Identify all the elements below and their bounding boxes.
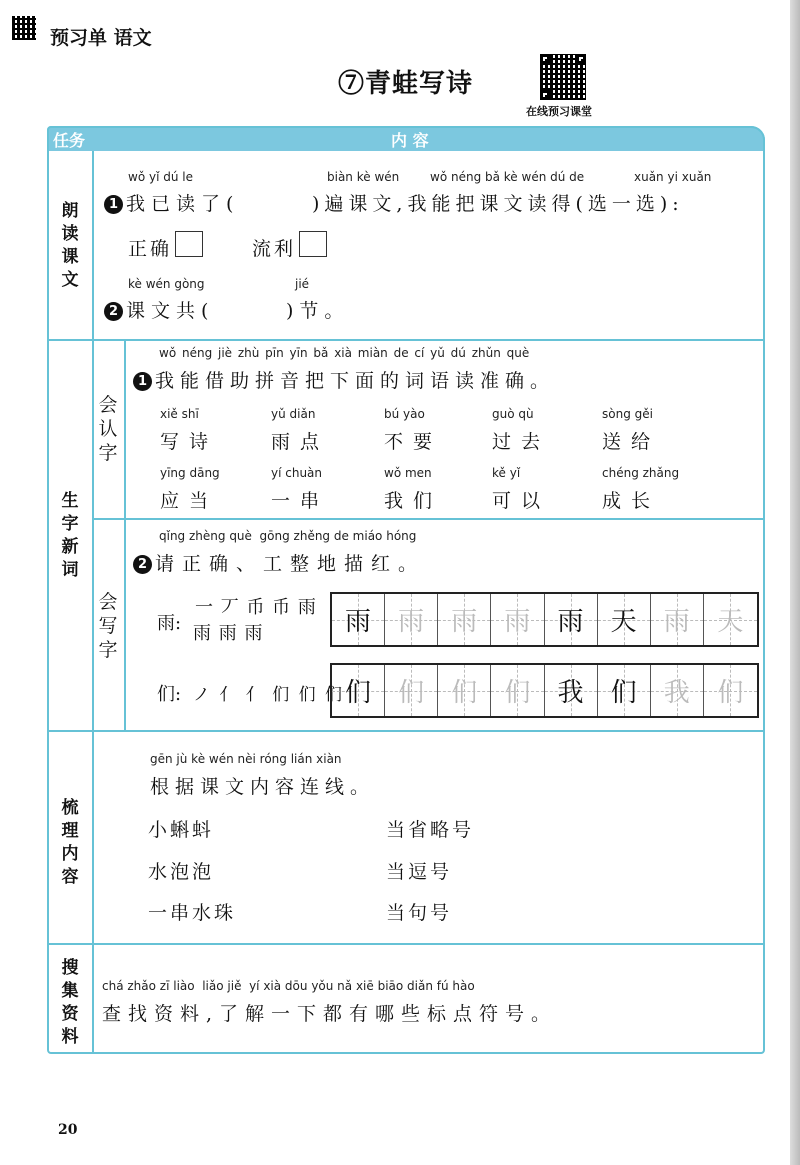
tracing-cell[interactable] [491, 594, 544, 645]
divider [47, 943, 765, 945]
char2-strokes: ノ 亻 亻 们 们 们 [193, 685, 345, 705]
tracing-cell[interactable] [332, 665, 385, 716]
word-hanzi: 应当 [160, 490, 219, 512]
tracing-cell[interactable] [491, 665, 544, 716]
divider [47, 339, 765, 341]
word-pinyin: chéng zhǎng [602, 466, 680, 480]
question-1-cont: )遍课文,我能把课文读得(选一选): [312, 193, 684, 215]
instruction-text: 我能借助拼音把下面的词语读准确。 [155, 370, 556, 392]
content-header: 内 容 [391, 131, 429, 150]
tracing-char: 雨 [663, 607, 690, 637]
word-pinyin: kě yǐ [492, 466, 521, 480]
label-research: 搜集资料 [61, 958, 79, 1047]
recognize-instruction [133, 366, 555, 393]
tracing-cell[interactable] [651, 665, 704, 716]
word-pinyin: sòng gěi [602, 407, 653, 421]
char1-strokes: 一 丆 币 币 雨 [195, 597, 317, 618]
option-correct: 正确 [128, 238, 173, 260]
tracing-char: 雨 [557, 607, 584, 637]
tracing-cell[interactable] [598, 665, 651, 716]
word-hanzi: 一串 [271, 490, 330, 512]
number-badge: 2 [133, 555, 152, 574]
tracing-char: 们 [610, 678, 637, 708]
pinyin: qǐng zhèng què gōng zhěng de miáo hóng [159, 529, 417, 543]
corner-qr-code [12, 16, 36, 40]
word-hanzi: 可以 [492, 490, 551, 512]
word-pinyin: yí chuàn [271, 466, 323, 480]
fluent-checkbox[interactable] [299, 231, 327, 257]
tracing-cell[interactable] [598, 594, 651, 645]
word-hanzi: 写诗 [160, 431, 219, 453]
tracing-cell[interactable] [438, 665, 491, 716]
read-times-blank[interactable] [240, 190, 310, 214]
word-pinyin: wǒ men [384, 466, 432, 480]
word-hanzi: 过去 [492, 431, 551, 453]
question-text: 课文共( [126, 300, 215, 322]
tracing-char: 们 [345, 678, 372, 708]
pinyin: kè wén gòng [128, 277, 205, 291]
match-right-1[interactable]: 当省略号 [386, 819, 475, 841]
tracing-char: 雨 [345, 607, 372, 637]
number-badge: 2 [104, 302, 123, 321]
pinyin: gēn jù kè wén nèi róng lián xiàn [150, 752, 342, 766]
write-instruction [133, 549, 425, 576]
lesson-qr-code[interactable] [540, 54, 586, 100]
question-1 [104, 189, 239, 216]
word-pinyin: xiě shī [160, 407, 199, 421]
pinyin: biàn kè wén [327, 170, 400, 184]
match-left-1[interactable]: 小蝌蚪 [148, 819, 215, 841]
match-right-3[interactable]: 当句号 [386, 902, 453, 924]
number-badge: 1 [104, 195, 123, 214]
question-2 [104, 296, 214, 323]
pinyin: jié [295, 277, 310, 291]
char2-label: 们: [157, 684, 182, 705]
tracing-cell[interactable] [332, 594, 385, 645]
word-pinyin: yīng dāng [160, 466, 220, 480]
tracing-char: 们 [717, 678, 744, 708]
question-2-cont: )节。 [286, 300, 350, 322]
label-content: 梳理内容 [61, 798, 79, 887]
pinyin: wǒ néng jiè zhù pīn yīn bǎ xià miàn de cí yǔ dú zhǔn què [159, 346, 530, 360]
page-edge [790, 0, 800, 1165]
word-hanzi: 雨点 [271, 431, 330, 453]
match-left-2[interactable]: 水泡泡 [148, 861, 215, 883]
word-hanzi: 成长 [602, 490, 661, 512]
research-text: 查找资料,了解一下都有哪些标点符号。 [102, 1003, 558, 1025]
pinyin: xuǎn yi xuǎn [634, 170, 712, 184]
page-section-title: 预习单 语文 [50, 27, 152, 49]
lesson-title: ⑦青蛙写诗 [338, 69, 474, 99]
option-fluent: 流利 [252, 238, 297, 260]
tracing-cell[interactable] [438, 594, 491, 645]
tracing-cell[interactable] [545, 594, 598, 645]
word-hanzi: 送给 [602, 431, 661, 453]
word-pinyin: bú yào [384, 407, 425, 421]
tracing-cell[interactable] [385, 665, 438, 716]
correct-checkbox[interactable] [175, 231, 203, 257]
pinyin: wǒ yǐ dú le [128, 170, 193, 184]
label-new-words: 生字新词 [61, 491, 79, 580]
pinyin: wǒ néng bǎ kè wén dú de [430, 170, 585, 184]
label-write: 会写字 [98, 591, 118, 661]
char1-strokes: 雨 雨 雨 [193, 623, 264, 644]
label-recognize: 会认字 [98, 394, 118, 464]
word-pinyin: guò qù [492, 407, 534, 421]
tracing-cell[interactable] [545, 665, 598, 716]
content-instruction: 根据课文内容连线。 [150, 776, 376, 798]
divider [92, 518, 765, 520]
tracing-char: 雨 [398, 607, 425, 637]
section-count-blank[interactable] [228, 296, 278, 320]
match-right-2[interactable]: 当逗号 [386, 861, 453, 883]
page-number: 20 [58, 1122, 78, 1138]
word-hanzi: 不要 [384, 431, 443, 453]
tracing-char: 我 [557, 678, 584, 708]
char1-label: 雨: [157, 613, 182, 634]
question-text: 我已读了( [126, 193, 240, 215]
tracing-char: 们 [451, 678, 478, 708]
tracing-char: 雨 [504, 607, 531, 637]
tracing-cell[interactable] [651, 594, 704, 645]
instruction-text: 请正确、工整地描红。 [155, 553, 426, 575]
number-badge: 1 [133, 372, 152, 391]
pinyin: chá zhǎo zī liào liǎo jiě yí xià dōu yǒu nǎ xiē biāo diǎn fú hào [102, 979, 475, 993]
tracing-grid-2 [330, 663, 759, 718]
tracing-char: 们 [504, 678, 531, 708]
tracing-cell[interactable] [704, 594, 757, 645]
tracing-char: 我 [663, 678, 690, 708]
tracing-char: 天 [717, 607, 744, 637]
tracing-cell[interactable] [385, 594, 438, 645]
task-header: 任务 [53, 131, 86, 150]
tracing-char: 们 [398, 678, 425, 708]
tracing-char: 雨 [451, 607, 478, 637]
word-hanzi: 我们 [384, 490, 443, 512]
word-pinyin: yǔ diǎn [271, 407, 316, 421]
tracing-cell[interactable] [704, 665, 757, 716]
divider [47, 730, 765, 732]
tracing-grid-1 [330, 592, 759, 647]
match-left-3[interactable]: 一串水珠 [148, 902, 237, 924]
divider [124, 339, 126, 730]
tracing-char: 天 [610, 607, 637, 637]
label-reading: 朗读课文 [61, 201, 79, 290]
qr-caption: 在线预习课堂 [526, 105, 592, 118]
divider [92, 151, 94, 1054]
